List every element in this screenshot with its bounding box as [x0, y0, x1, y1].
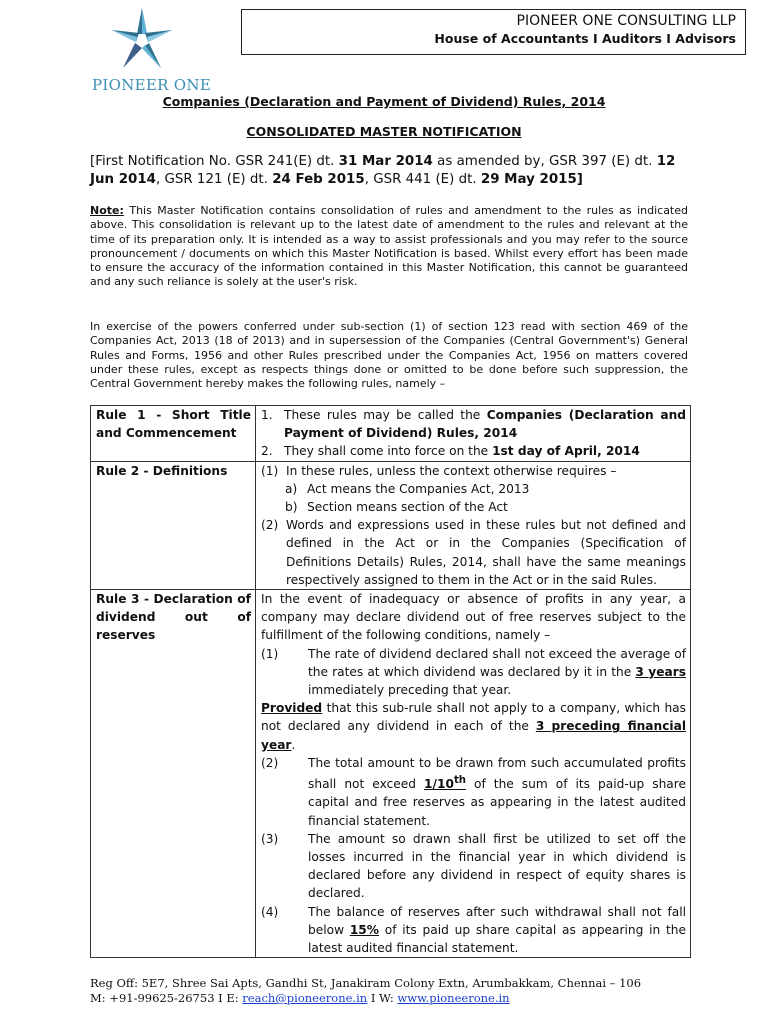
website-link[interactable]: www.pioneerone.in [397, 991, 510, 1005]
logo-text: PIONEER ONE [92, 76, 212, 94]
firm-tagline: House of Accountants I Auditors I Advisors [434, 31, 736, 46]
table-row [91, 590, 691, 958]
note-label: Note: [90, 204, 124, 217]
rule-content: In the event of inadequacy or absence of profits in any year, a company may declare dividend out of free reserves subject to the fulfillment of the following conditions, namely – (1) The rate of dividend declared shall not exceed the average of the rates at which dividend was declared by it in the 3 years immediately preceding that year. Provided that this sub-rule shall not apply to a company, which has not declared any dividend in each of the 3 preceding financial year. (2) The total amount to be drawn from such accumulated profits shall not exceed 1/10th of the sum of its paid-up share capital and free reserves as appearing in the latest audited financial statement. (3) The amount so drawn shall first be utilized to set off the losses incurred in the financial year in which dividend is declared before any dividend in respect of equity shares is declared. (4) The balance of reserves after such withdrawal shall not fall below 15% of its paid up share capital as appearing in the latest audited financial statement. [256, 590, 691, 958]
rule-label: Rule 3 - Declaration of dividend out of reserves [91, 590, 256, 958]
disclaimer-note [90, 204, 688, 290]
registered-office: Reg Off: 5E7, Shree Sai Apts, Gandhi St, Janakiram Colony Extn, Arumbakkam, Chennai – 106 [90, 976, 642, 990]
document-subtitle: CONSOLIDATED MASTER NOTIFICATION [246, 124, 522, 139]
rule-label: Rule 2 - Definitions [91, 461, 256, 589]
contact-line: M: +91-99625-26753 I E: reach@pioneerone.in I W: www.pioneerone.in [90, 991, 510, 1005]
star-logo-icon [106, 6, 178, 72]
firm-name: PIONEER ONE CONSULTING LLP [516, 13, 736, 29]
note-text: This Master Notification contains consolidation of rules and amendment to the rules as indicated above. This consolidation is relevant up to the latest date of amendment to the rules and relevant at the time of its preparation only. It is intended as a way to assist professionals and you may refer to the source pronouncement / documents on which this Master Notification is based. Whilst every effort has been made to ensure the accuracy of the information contained in this Master Notification, this cannot be guaranteed and any such reliance is solely at the user's risk. [90, 204, 688, 289]
footer [90, 976, 690, 1006]
firm-header-box [241, 9, 746, 55]
table-row [91, 406, 691, 462]
table-row [91, 461, 691, 589]
intro-paragraph: In exercise of the powers conferred under sub-section (1) of section 123 read with section 469 of the Companies Act, 2013 (18 of 2013) and in supersession of the Companies (Central Government's) General Rules and Forms, 1956 and other Rules prescribed under the Companies Act, 1956 on matters covered under these rules, except as respects things done or omitted to be done before such suppression, the Central Government hereby makes the following rules, namely – [90, 320, 688, 391]
rule-content: 1. These rules may be called the Companies (Declaration and Payment of Dividend) Rules, 2014 2. They shall come into force on the 1st day of April, 2014 [256, 406, 691, 462]
rule-content: (1) In these rules, unless the context otherwise requires – a) Act means the Companies Act, 2013 b) Section means section of the Act (2) Words and expressions used in these rules but not defined and defined in the Act or in the Companies (Specification of Definitions Details) Rules, 2014, shall have the same meanings respectively assigned to them in the Act or in the said Rules. [256, 461, 691, 589]
email-link[interactable]: reach@pioneerone.in [242, 991, 368, 1005]
company-logo [92, 6, 212, 94]
document-title: Companies (Declaration and Payment of Dividend) Rules, 2014 [162, 94, 606, 109]
notification-reference: [First Notification No. GSR 241(E) dt. 31 Mar 2014 as amended by, GSR 397 (E) dt. 12 Jun 2014, GSR 121 (E) dt. 24 Feb 2015, GSR 441 (E) dt. 29 May 2015] [90, 154, 676, 187]
rule-label: Rule 1 - Short Title and Commencement [91, 406, 256, 462]
rules-table [90, 405, 691, 958]
